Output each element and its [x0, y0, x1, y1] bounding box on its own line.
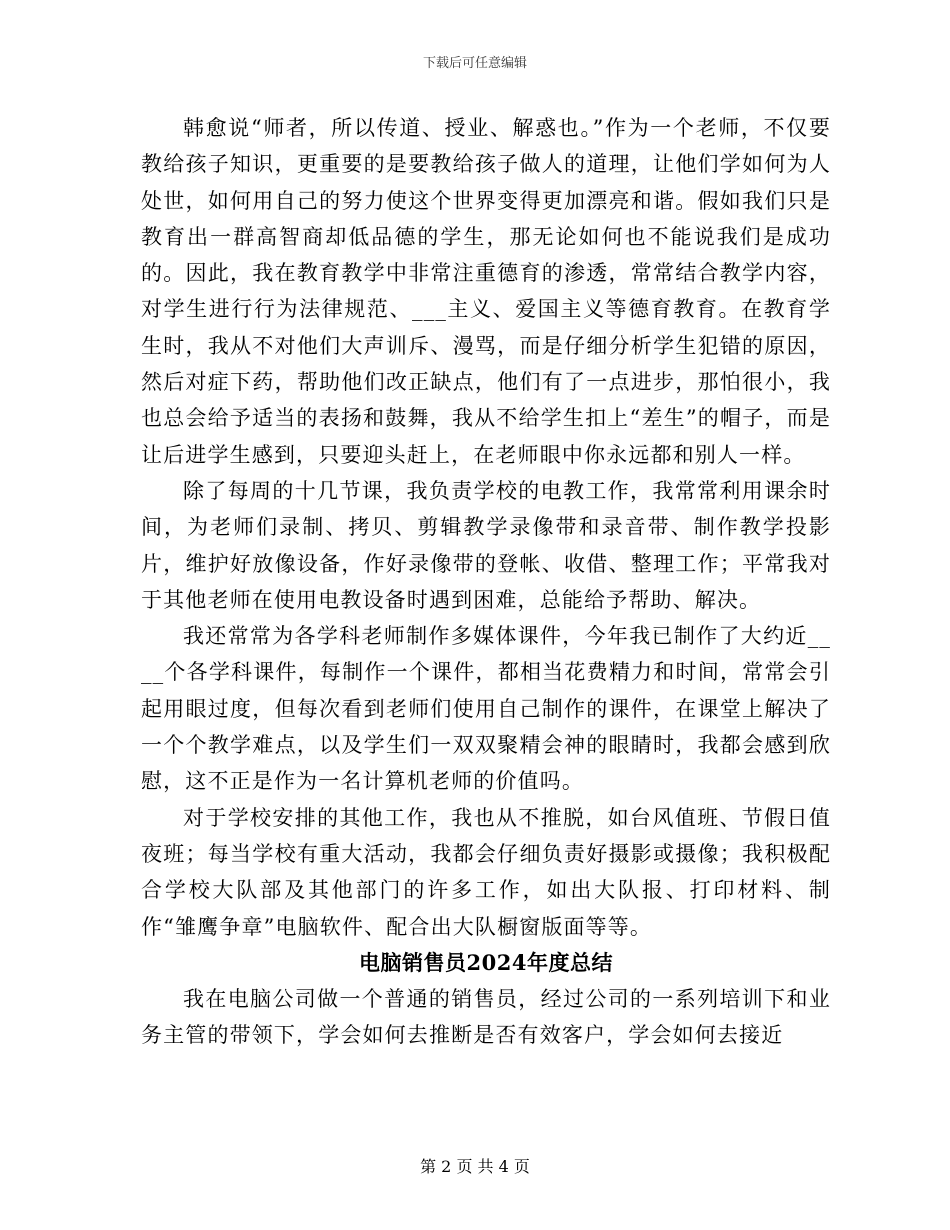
paragraph: 除了每周的十几节课，我负责学校的电教工作，我常常利用课余时间，为老师们录制、拷贝、剪辑教学录像带和录音带、制作教学投影片，维护好放像设备，作好录像带的登帐、收借、整理工作；平常我对于其他老师在使用电教设备时遇到困难，总能给予帮助、解决。 — [141, 478, 831, 612]
document-body — [141, 110, 831, 1054]
section-title: 电脑销售员2024年度总结 — [359, 949, 613, 975]
paragraph: 对于学校安排的其他工作，我也从不推脱，如台风值班、节假日值夜班；每当学校有重大活动，我都会仔细负责好摄影或摄像；我积极配合学校大队部及其他部门的许多工作，如出大队报、打印材料、制作“雏鹰争章”电脑软件、配合出大队橱窗版面等等。 — [141, 805, 831, 939]
page-footer: 第 2 页 共 4 页 — [420, 1157, 530, 1176]
paragraph: 我还常常为各学科老师制作多媒体课件，今年我已制作了大约近____个各学科课件，每制作一个课件，都相当花费精力和时间，常常会引起用眼过度，但每次看到老师们使用自己制作的课件，在课堂上解决了一个个教学难点，以及学生们一双双聚精会神的眼睛时，我都会感到欣慰，这不正是作为一名计算机老师的价值吗。 — [141, 624, 831, 794]
paragraph: 我在电脑公司做一个普通的销售员，经过公司的一系列培训下和业务主管的带领下，学会如何去推断是否有效客户，学会如何去接近 — [141, 987, 831, 1048]
paragraph: 韩愈说“师者，所以传道、授业、解惑也。”作为一个老师，不仅要教给孩子知识，更重要的是要教给孩子做人的道理，让他们学如何为人处世，如何用自己的努力使这个世界变得更加漂亮和谐。假如我们只是教育出一群高智商却低品德的学生，那无论如何也不能说我们是成功的。因此，我在教育教学中非常注重德育的渗透，常常结合教学内容，对学生进行行为法律规范、___主义、爱国主义等德育教育。在教育学生时，我从不对他们大声训斥、漫骂，而是仔细分析学生犯错的原因，然后对症下药，帮助他们改正缺点，他们有了一点进步，那怕很小，我也总会给予适当的表扬和鼓舞，我从不给学生扣上“差生”的帽子，而是让后进学生感到，只要迎头赶上，在老师眼中你永远都和别人一样。 — [141, 116, 831, 467]
page-header: 下载后可任意编辑 — [422, 56, 527, 71]
